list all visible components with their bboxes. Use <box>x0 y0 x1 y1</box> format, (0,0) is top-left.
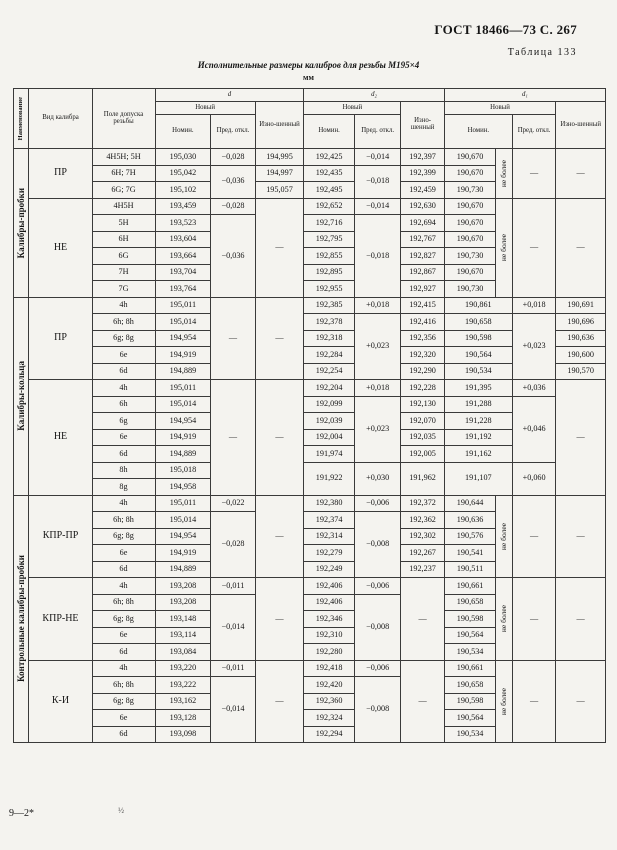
cell-d2: 192,716 <box>304 215 355 232</box>
cell-d2: 192,324 <box>304 710 355 727</box>
cell-d2: 192,318 <box>304 330 355 347</box>
cell-dash: — <box>512 495 555 578</box>
cell-d: 193,084 <box>155 644 211 661</box>
cell-d2: 192,420 <box>304 677 355 694</box>
cell-d2: 192,280 <box>304 644 355 661</box>
footer-mark: ½ <box>118 806 124 815</box>
table-row <box>14 578 606 595</box>
cell-pole: 4h <box>92 380 155 397</box>
cell-d2-izn: 192,867 <box>401 264 444 281</box>
table-label: Таблица 133 <box>507 47 577 58</box>
cell-d2: 192,406 <box>304 594 355 611</box>
cell-d-izn: 195,057 <box>255 182 304 199</box>
cell-d1: 190,670 <box>444 198 496 215</box>
col-d1: d₁ <box>444 89 605 102</box>
cell-pole: 6g; 8g <box>92 330 155 347</box>
cell-d2: 192,895 <box>304 264 355 281</box>
cell-d2: 192,279 <box>304 545 355 562</box>
cell-d2-izn: 192,415 <box>401 297 444 314</box>
cell-pole: 6h; 8h <box>92 677 155 694</box>
cell-d: 193,764 <box>155 281 211 298</box>
note-ne-bolee: не более <box>496 495 513 578</box>
cell-d: 193,664 <box>155 248 211 265</box>
cell-d2: 192,374 <box>304 512 355 529</box>
cell-dash: — <box>255 660 304 743</box>
cell-d2: 192,435 <box>304 165 355 182</box>
cell-pole: 6g <box>92 413 155 430</box>
col-pole: Поле допуска резьбы <box>92 89 155 149</box>
cell-dash: — <box>512 660 555 743</box>
cell-d-dev: −0,014 <box>211 677 255 743</box>
cell-pole: 6d <box>92 561 155 578</box>
cell-d2: 192,204 <box>304 380 355 397</box>
cell-d-izn: 194,995 <box>255 149 304 166</box>
cell-d-izn: 194,997 <box>255 165 304 182</box>
cell-d: 193,222 <box>155 677 211 694</box>
cell-d2-izn: 192,130 <box>401 396 444 413</box>
cell-d: 195,011 <box>155 495 211 512</box>
cell-d2-dev: −0,014 <box>354 198 400 215</box>
cell-d1: 191,395 <box>444 380 512 397</box>
cell-d1: 190,861 <box>444 297 512 314</box>
cell-d2: 192,346 <box>304 611 355 628</box>
note-ne-bolee: не более <box>496 198 513 297</box>
cell-pole: 6g; 8g <box>92 528 155 545</box>
cell-d1: 191,228 <box>444 413 512 430</box>
cell-pole: 6e <box>92 710 155 727</box>
table-row <box>14 149 606 166</box>
cell-d2: 192,314 <box>304 528 355 545</box>
cell-d: 194,954 <box>155 528 211 545</box>
cell-d2-dev: −0,014 <box>354 149 400 166</box>
cell-d: 195,014 <box>155 396 211 413</box>
note-ne-bolee: не более <box>496 149 513 199</box>
cell-pole: 6d <box>92 644 155 661</box>
cell-d2-izn: 192,927 <box>401 281 444 298</box>
cell-pole: 6h; 8h <box>92 594 155 611</box>
cell-dash: — <box>556 660 606 743</box>
col-d2-pred: Пред. откл. <box>354 115 400 149</box>
cell-d: 194,889 <box>155 363 211 380</box>
note-ne-bolee: не более <box>496 578 513 661</box>
cell-pole: 6e <box>92 429 155 446</box>
cell-d: 194,889 <box>155 561 211 578</box>
cell-d2: 191,922 <box>304 462 355 495</box>
cell-d: 195,014 <box>155 314 211 331</box>
cell-d1: 190,658 <box>444 314 512 331</box>
cell-d: 194,954 <box>155 413 211 430</box>
cell-pole: 6g; 8g <box>92 611 155 628</box>
cell-dash: — <box>556 149 606 199</box>
cell-d2: 192,380 <box>304 495 355 512</box>
cell-d1: 190,541 <box>444 545 496 562</box>
cell-d2-izn: 192,267 <box>401 545 444 562</box>
cell-dash: — <box>556 198 606 297</box>
cell-pole: 8g <box>92 479 155 496</box>
cell-d1: 190,661 <box>444 660 496 677</box>
cell-d: 193,128 <box>155 710 211 727</box>
cell-dash: — <box>255 578 304 661</box>
cell-d2: 192,039 <box>304 413 355 430</box>
cell-d2-izn: 192,827 <box>401 248 444 265</box>
cell-d1: 190,730 <box>444 182 496 199</box>
cell-d2: 192,955 <box>304 281 355 298</box>
cell-d1-dev: +0,060 <box>512 462 555 495</box>
cell-dash: — <box>556 380 606 496</box>
cell-pole: 6e <box>92 627 155 644</box>
cell-d1: 190,644 <box>444 495 496 512</box>
cell-pole: 4H5H; 5H <box>92 149 155 166</box>
table-row <box>14 198 606 215</box>
cell-d1-izn: 190,600 <box>556 347 606 364</box>
cell-d2-dev: −0,006 <box>354 660 400 677</box>
cell-d2: 192,652 <box>304 198 355 215</box>
cell-d: 193,148 <box>155 611 211 628</box>
cell-d2-izn: 192,362 <box>401 512 444 529</box>
group-probki: Калибры-пробки <box>14 149 29 298</box>
col-d-izn: Изно-шенный <box>255 102 304 149</box>
cell-pole: 6H; 7H <box>92 165 155 182</box>
cell-d: 195,011 <box>155 380 211 397</box>
cell-pole: 6G; 7G <box>92 182 155 199</box>
cell-d2-izn: 192,290 <box>401 363 444 380</box>
cell-d1: 190,670 <box>444 264 496 281</box>
cell-d2-izn: 192,630 <box>401 198 444 215</box>
cell-d2: 192,099 <box>304 396 355 413</box>
cell-d1: 190,598 <box>444 330 512 347</box>
kind-pr: ПР <box>29 297 92 380</box>
cell-d2: 192,249 <box>304 561 355 578</box>
cell-d1: 190,730 <box>444 248 496 265</box>
cell-pole: 6H <box>92 231 155 248</box>
cell-pole: 6d <box>92 726 155 743</box>
cell-pole: 6e <box>92 545 155 562</box>
cell-pole: 6g; 8g <box>92 693 155 710</box>
table-title: Исполнительные размеры калибров для резьбы М195×4 <box>197 60 420 70</box>
cell-d2-izn: 192,459 <box>401 182 444 199</box>
cell-d1: 190,576 <box>444 528 496 545</box>
cell-dash: — <box>401 578 444 661</box>
col-d-nomin: Номин. <box>155 115 211 149</box>
cell-d-dev: −0,028 <box>211 512 255 578</box>
cell-d2: 192,254 <box>304 363 355 380</box>
cell-d2: 192,495 <box>304 182 355 199</box>
cell-d1-izn: 190,696 <box>556 314 606 331</box>
cell-d-dev: −0,011 <box>211 578 255 595</box>
cell-pole: 8h <box>92 462 155 479</box>
col-d1-nomin: Номин. <box>444 115 512 149</box>
cell-dash: — <box>512 149 555 199</box>
kind-kpr-pr: КПР-ПР <box>29 495 92 578</box>
cell-d2-izn: 192,356 <box>401 330 444 347</box>
cell-d: 194,919 <box>155 545 211 562</box>
cell-pole: 6h; 8h <box>92 512 155 529</box>
cell-pole: 6d <box>92 446 155 463</box>
cell-d2-dev: −0,018 <box>354 215 400 298</box>
table-row <box>14 297 606 314</box>
cell-d: 193,114 <box>155 627 211 644</box>
cell-d2: 192,406 <box>304 578 355 595</box>
cell-dash: — <box>401 660 444 743</box>
cell-d2-izn: 192,005 <box>401 446 444 463</box>
table-row <box>14 380 606 397</box>
page-number: 9—2* <box>9 808 34 819</box>
cell-d2: 192,385 <box>304 297 355 314</box>
cell-d-dev: −0,028 <box>211 149 255 166</box>
cell-d: 194,919 <box>155 429 211 446</box>
cell-pole: 4h <box>92 495 155 512</box>
table-row <box>14 396 606 413</box>
cell-d: 193,208 <box>155 578 211 595</box>
cell-d1: 190,564 <box>444 347 512 364</box>
cell-d2-izn: 192,302 <box>401 528 444 545</box>
cell-d2: 192,284 <box>304 347 355 364</box>
cell-d2-dev: −0,006 <box>354 495 400 512</box>
cell-dash: — <box>255 380 304 496</box>
cell-d2-izn: 192,070 <box>401 413 444 430</box>
col-d2-izn: Изно-шенный <box>401 102 444 149</box>
note-ne-bolee: не более <box>496 660 513 743</box>
cell-dash: — <box>211 380 255 496</box>
cell-d2: 192,378 <box>304 314 355 331</box>
col-d2-nomin: Номин. <box>304 115 355 149</box>
cell-d1-izn: 190,636 <box>556 330 606 347</box>
cell-d2-dev: −0,018 <box>354 165 400 198</box>
cell-d: 193,704 <box>155 264 211 281</box>
cell-d: 193,604 <box>155 231 211 248</box>
cell-d1: 190,670 <box>444 215 496 232</box>
cell-d: 194,958 <box>155 479 211 496</box>
cell-d2-izn: 192,399 <box>401 165 444 182</box>
cell-pole: 4h <box>92 578 155 595</box>
cell-d2: 192,855 <box>304 248 355 265</box>
cell-pole: 6d <box>92 363 155 380</box>
cell-d: 195,042 <box>155 165 211 182</box>
cell-pole: 4h <box>92 660 155 677</box>
cell-pole: 6h; 8h <box>92 314 155 331</box>
cell-d2-izn: 192,320 <box>401 347 444 364</box>
cell-d: 194,954 <box>155 330 211 347</box>
cell-dash: — <box>556 578 606 661</box>
cell-d2-dev: +0,023 <box>354 396 400 462</box>
cell-d: 193,459 <box>155 198 211 215</box>
cell-d-dev: −0,011 <box>211 660 255 677</box>
cell-d1: 191,162 <box>444 446 512 463</box>
cell-d1: 190,670 <box>444 231 496 248</box>
cell-d: 193,523 <box>155 215 211 232</box>
cell-d1: 190,661 <box>444 578 496 595</box>
units-label: мм <box>303 73 314 82</box>
col-d: d <box>155 89 304 102</box>
cell-d2-izn: 192,228 <box>401 380 444 397</box>
cell-d-dev: −0,022 <box>211 495 255 512</box>
kind-pr: ПР <box>29 149 92 199</box>
cell-d2: 192,004 <box>304 429 355 446</box>
cell-pole: 7G <box>92 281 155 298</box>
cell-pole: 5H <box>92 215 155 232</box>
kind-kpr-ne: КПР-НЕ <box>29 578 92 661</box>
cell-d1-dev: +0,046 <box>512 396 555 462</box>
col-d1-izn: Изно-шенный <box>556 102 606 149</box>
table-row <box>14 462 606 479</box>
kind-ne: НЕ <box>29 380 92 496</box>
cell-d2-izn: 192,237 <box>401 561 444 578</box>
col-d2-noviy: Новый <box>304 102 401 115</box>
cell-dash: — <box>255 495 304 578</box>
cell-d2-dev: +0,030 <box>354 462 400 495</box>
col-d1-pred: Пред. откл. <box>512 115 555 149</box>
cell-d1: 190,534 <box>444 726 496 743</box>
cell-d2-izn: 192,397 <box>401 149 444 166</box>
cell-d2-izn: 192,372 <box>401 495 444 512</box>
col-d-pred: Пред. откл. <box>211 115 255 149</box>
cell-d2: 192,360 <box>304 693 355 710</box>
cell-pole: 6h <box>92 396 155 413</box>
cell-d: 194,889 <box>155 446 211 463</box>
cell-d2-izn: 192,416 <box>401 314 444 331</box>
cell-dash: — <box>255 198 304 297</box>
kind-ne: НЕ <box>29 198 92 297</box>
cell-d2: 192,795 <box>304 231 355 248</box>
group-koltsa: Калибры-кольца <box>14 297 29 495</box>
cell-d2-izn: 192,694 <box>401 215 444 232</box>
standard-header: ГОСТ 18466—73 С. 267 <box>434 22 577 37</box>
cell-d1: 190,534 <box>444 363 512 380</box>
cell-pole: 6G <box>92 248 155 265</box>
cell-dash: — <box>556 495 606 578</box>
cell-d-dev: −0,028 <box>211 198 255 215</box>
cell-d: 193,220 <box>155 660 211 677</box>
cell-d: 195,102 <box>155 182 211 199</box>
cell-pole: 7H <box>92 264 155 281</box>
cell-d1: 191,107 <box>444 462 512 495</box>
cell-d2-izn: 192,767 <box>401 231 444 248</box>
cell-d: 195,018 <box>155 462 211 479</box>
cell-d: 195,014 <box>155 512 211 529</box>
cell-d1: 190,564 <box>444 627 496 644</box>
cell-d2-dev: +0,018 <box>354 297 400 314</box>
cell-d2-dev: −0,006 <box>354 578 400 595</box>
cell-dash: — <box>211 297 255 380</box>
cell-d1-dev: +0,023 <box>512 314 555 380</box>
cell-d1-dev: +0,018 <box>512 297 555 314</box>
cell-d2: 191,974 <box>304 446 355 463</box>
gauge-dimensions-table <box>13 88 606 743</box>
cell-d-dev: −0,014 <box>211 594 255 660</box>
cell-d2-dev: +0,018 <box>354 380 400 397</box>
cell-d-dev: −0,036 <box>211 165 255 198</box>
cell-d2-dev: +0,023 <box>354 314 400 380</box>
table-row <box>14 314 606 331</box>
cell-d: 193,208 <box>155 594 211 611</box>
cell-dash: — <box>512 578 555 661</box>
table-row <box>14 495 606 512</box>
cell-d: 194,919 <box>155 347 211 364</box>
cell-d1: 190,658 <box>444 677 496 694</box>
cell-d1: 190,670 <box>444 165 496 182</box>
cell-d1: 191,192 <box>444 429 512 446</box>
group-kontr: Контрольные калибры-пробки <box>14 495 29 743</box>
table-row <box>14 660 606 677</box>
cell-pole: 4H5H <box>92 198 155 215</box>
col-d1-noviy: Новый <box>444 102 556 115</box>
cell-d1-izn: 190,570 <box>556 363 606 380</box>
col-d-noviy: Новый <box>155 102 255 115</box>
cell-d1: 190,598 <box>444 611 496 628</box>
cell-d1: 191,288 <box>444 396 512 413</box>
cell-d1: 190,670 <box>444 149 496 166</box>
col-naimenovanie: Наименование <box>14 89 29 149</box>
cell-d2-izn: 191,962 <box>401 462 444 495</box>
cell-d2-dev: −0,008 <box>354 677 400 743</box>
cell-dash: — <box>512 198 555 297</box>
cell-d-dev: −0,036 <box>211 215 255 298</box>
cell-d2: 192,418 <box>304 660 355 677</box>
cell-d2-dev: −0,008 <box>354 594 400 660</box>
cell-d1-izn: 190,691 <box>556 297 606 314</box>
cell-d2-izn: 192,035 <box>401 429 444 446</box>
col-d2: d₂ <box>304 89 444 102</box>
cell-d: 195,011 <box>155 297 211 314</box>
cell-d1-dev: +0,036 <box>512 380 555 397</box>
cell-d2: 192,294 <box>304 726 355 743</box>
kind-k-i: К-И <box>29 660 92 743</box>
cell-d1: 190,511 <box>444 561 496 578</box>
cell-d2: 192,425 <box>304 149 355 166</box>
cell-pole: 4h <box>92 297 155 314</box>
cell-d1: 190,730 <box>444 281 496 298</box>
cell-d1: 190,598 <box>444 693 496 710</box>
cell-d1: 190,534 <box>444 644 496 661</box>
cell-d: 193,162 <box>155 693 211 710</box>
cell-d1: 190,564 <box>444 710 496 727</box>
col-vid: Вид калибра <box>29 89 92 149</box>
cell-d2-dev: −0,008 <box>354 512 400 578</box>
cell-dash: — <box>255 297 304 380</box>
cell-d: 195,030 <box>155 149 211 166</box>
cell-d: 193,098 <box>155 726 211 743</box>
cell-pole: 6e <box>92 347 155 364</box>
cell-d2: 192,310 <box>304 627 355 644</box>
cell-d1: 190,658 <box>444 594 496 611</box>
cell-d1: 190,636 <box>444 512 496 529</box>
